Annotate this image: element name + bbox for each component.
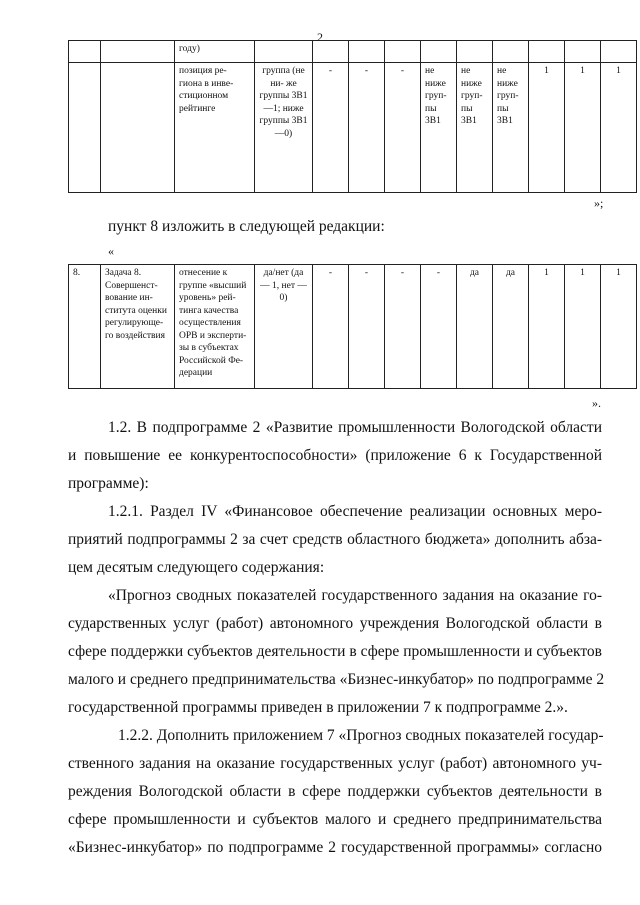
closing-quote: ». bbox=[592, 396, 601, 410]
cell bbox=[385, 41, 421, 63]
paragraph-forecast-quote bbox=[68, 582, 605, 722]
cell bbox=[69, 63, 101, 193]
table-row bbox=[69, 265, 637, 389]
cell bbox=[69, 41, 101, 63]
value-cell: не ниже груп- пы 3В1 bbox=[421, 63, 457, 193]
paragraph-1-2-2 bbox=[68, 722, 602, 862]
cell bbox=[313, 41, 349, 63]
value-cell: да bbox=[493, 265, 529, 389]
text-line: программе): bbox=[68, 475, 149, 492]
indicator-cell: позиция ре- гиона в инве- стиционном рейтинге bbox=[175, 63, 255, 193]
indicator-cell: отнесение к группе «высший уровень» рей- тинга качества осуществления ОРВ и эксперти- зы в субъектах Российской Фе- дерации bbox=[175, 265, 255, 389]
value-cell: - bbox=[421, 265, 457, 389]
value-cell: - bbox=[349, 63, 385, 193]
table-row bbox=[69, 41, 637, 63]
text-line: сфере промышленности и субъектов малого и среднего предпринимательства bbox=[68, 811, 602, 828]
value-cell: 1 bbox=[565, 265, 601, 389]
value-cell: 1 bbox=[529, 63, 565, 193]
text-line: приятий подпрограммы 2 за счет средств областного бюджета» дополнить абза- bbox=[68, 531, 602, 548]
text-line: и повышение ее конкурентоспособности» (приложение 6 к Государственной bbox=[68, 447, 602, 464]
point8-instruction: пункт 8 изложить в следующей редакции: bbox=[108, 218, 385, 235]
task-cell: Задача 8. Совершенст- вование ин- ститута оценки регулирующе- го воздействия bbox=[101, 265, 175, 389]
cell bbox=[421, 41, 457, 63]
cell bbox=[493, 41, 529, 63]
table-row bbox=[69, 63, 637, 193]
cell bbox=[101, 63, 175, 193]
text-line: государственной программы приведен в приложении 7 к подпрограмме 2.». bbox=[68, 699, 568, 716]
text-line: сударственных услуг (работ) автономного учреждения Вологодской области в bbox=[68, 615, 602, 632]
text-line: «Бизнес-инкубатор» по подпрограмме 2 государственной программы» согласно bbox=[68, 839, 602, 856]
cell bbox=[255, 41, 313, 63]
value-cell: 1 bbox=[529, 265, 565, 389]
number-cell: 8. bbox=[69, 265, 101, 389]
text-line: малого и среднего предпринимательства «Бизнес-инкубатор» по подпрограмме 2 bbox=[68, 671, 605, 688]
value-cell: не ниже груп- пы 3В1 bbox=[493, 63, 529, 193]
text-line: 1.2.2. Дополнить приложением 7 «Прогноз сводных показателей государ- bbox=[118, 727, 604, 744]
cell: году) bbox=[175, 41, 255, 63]
cell bbox=[349, 41, 385, 63]
unit-cell: группа (не ни- же группы 3В1—1; ниже группы 3В1—0) bbox=[255, 63, 313, 193]
cell bbox=[601, 41, 637, 63]
value-cell: 1 bbox=[601, 265, 637, 389]
value-cell: 1 bbox=[565, 63, 601, 193]
text-line: реждения Вологодской области в сфере поддержки субъектов деятельности в bbox=[68, 783, 602, 800]
text-line: сфере поддержки субъектов деятельности в сфере промышленности и субъектов bbox=[68, 643, 602, 660]
page-number: 2 bbox=[317, 30, 323, 44]
value-cell: да bbox=[457, 265, 493, 389]
opening-quote: « bbox=[108, 244, 114, 258]
text-line: «Прогноз сводных показателей государственного задания на оказание го- bbox=[108, 587, 602, 604]
cell bbox=[565, 41, 601, 63]
value-cell: не ниже груп- пы 3В1 bbox=[457, 63, 493, 193]
value-cell: - bbox=[385, 63, 421, 193]
unit-cell: да/нет (да — 1, нет — 0) bbox=[255, 265, 313, 389]
cell bbox=[101, 41, 175, 63]
text-line: 1.2.1. Раздел IV «Финансовое обеспечение реализации основных меро- bbox=[108, 503, 602, 520]
value-cell: - bbox=[385, 265, 421, 389]
text-line: 1.2. В подпрограмме 2 «Развитие промышленности Вологодской области bbox=[108, 419, 602, 436]
text-line: ственного задания на оказание государственных услуг (работ) автономного уч- bbox=[68, 755, 602, 772]
cell bbox=[529, 41, 565, 63]
paragraph-1-2 bbox=[68, 414, 602, 498]
point8-table bbox=[68, 264, 637, 389]
indicators-table-continued bbox=[68, 40, 637, 193]
value-cell: 1 bbox=[601, 63, 637, 193]
value-cell: - bbox=[313, 265, 349, 389]
value-cell: - bbox=[349, 265, 385, 389]
text-line: цем десятым следующего содержания: bbox=[68, 559, 325, 576]
value-cell: - bbox=[313, 63, 349, 193]
cell bbox=[457, 41, 493, 63]
paragraph-1-2-1 bbox=[68, 498, 602, 582]
closing-quote: »; bbox=[594, 196, 604, 210]
